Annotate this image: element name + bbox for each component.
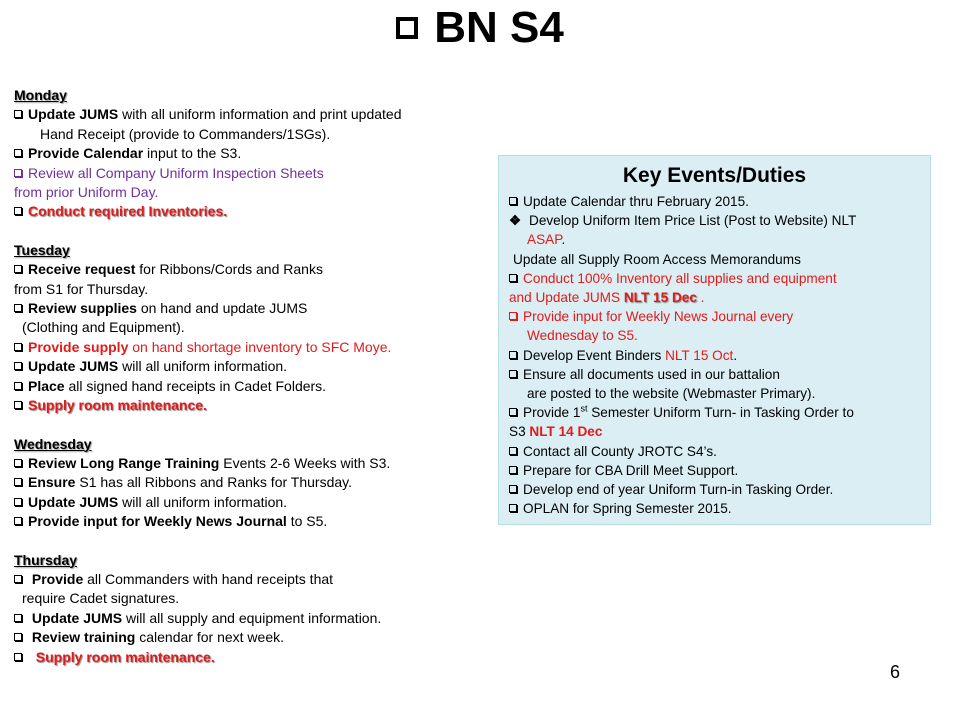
list-item-continuation: Hand Receipt (provide to Commanders/1SGs). [40,125,331,142]
checkbox-bullet-icon [509,504,517,512]
list-item: Review Long Range Training Events 2-6 Weeks with S3. [14,454,494,473]
list-item: Provide all Commanders with hand receipts that [14,570,494,589]
list-item: Provide input for Weekly News Journal to S5. [14,512,494,531]
list-item: Prepare for CBA Drill Meet Support. [509,461,920,480]
checkbox-bullet-icon [509,370,517,378]
checkbox-bullet-icon [14,498,22,506]
list-item-continuation: require Cadet signatures. [22,590,180,607]
list-item: Provide 1st Semester Uniform Turn- in Tasking Order to [509,403,920,422]
checkbox-bullet-icon [14,478,22,486]
key-events-panel [498,155,931,525]
checkbox-bullet-icon [14,265,22,273]
list-item: Review all Company Uniform Inspection Sheets [14,164,494,183]
checkbox-bullet-icon [14,343,22,351]
list-item-continuation: Wednesday to S5. [527,328,638,344]
checkbox-bullet-icon [14,382,22,390]
day-heading-thursday: Thursday [14,551,78,568]
list-item: ❖ Develop Uniform Item Price List (Post to Website) NLT [509,211,920,230]
checkbox-bullet-icon [14,362,22,370]
checkbox-bullet-icon [14,401,22,409]
list-item: Ensure S1 has all Ribbons and Ranks for Thursday. [14,473,494,492]
checkbox-bullet-icon [509,485,517,493]
list-item: Provide input for Weekly News Journal every [509,307,920,326]
list-item: Supply room maintenance. [14,396,494,415]
list-item: Review supplies on hand and update JUMS [14,299,494,318]
page-number: 6 [890,662,901,682]
list-item-continuation: are posted to the website (Webmaster Primary). [527,386,816,402]
list-item-continuation: (Clothing and Equipment). [22,319,185,336]
list-item: Develop Event Binders NLT 15 Oct. [509,346,920,365]
checkbox-bullet-icon [14,207,22,215]
list-item: Supply room maintenance. [14,648,494,667]
list-item: Provide supply on hand shortage inventory to SFC Moye. [14,338,494,357]
checkbox-bullet-icon [14,614,22,622]
checkbox-bullet-icon [14,110,22,118]
list-item-continuation: S3 NLT 14 Dec [509,424,603,440]
day-heading-wednesday: Wednesday [14,435,92,452]
checkbox-bullet-icon [14,633,22,641]
list-item-continuation: from prior Uniform Day. [14,184,159,201]
list-item: Place all signed hand receipts in Cadet Folders. [14,377,494,396]
weekly-schedule [14,86,494,667]
checkbox-bullet-icon [14,653,22,661]
list-item: Review training calendar for next week. [14,628,494,647]
list-item: Receive request for Ribbons/Cords and Ranks [14,260,494,279]
checkbox-bullet-icon [509,447,517,455]
list-item: Conduct required Inventories. [14,202,494,221]
list-item-continuation: from S1 for Thursday. [14,280,149,297]
checkbox-bullet-icon [14,517,22,525]
list-item: Update JUMS will all supply and equipment information. [14,609,494,628]
list-item: Update Calendar thru February 2015. [509,192,920,211]
checkbox-bullet-icon [14,575,22,583]
list-item: Update JUMS with all uniform information and print updated [14,105,494,124]
list-item: Update JUMS will all uniform information. [14,357,494,376]
list-item: Contact all County JROTC S4’s. [509,442,920,461]
day-heading-tuesday: Tuesday [14,241,70,258]
checkbox-bullet-icon [509,351,517,359]
list-item: OPLAN for Spring Semester 2015. [509,499,920,518]
list-item: Update JUMS will all uniform information. [14,493,494,512]
checkbox-bullet-icon [396,17,418,39]
checkbox-bullet-icon [509,466,517,474]
checkbox-bullet-icon [509,274,517,282]
list-item: Ensure all documents used in our battalion [509,365,920,384]
checkbox-bullet-icon [509,408,517,416]
list-item-continuation: and Update JUMS NLT 15 Dec . [509,290,705,306]
checkbox-bullet-icon [14,459,22,467]
list-item: Update all Supply Room Access Memorandums [513,251,801,267]
page-title: BN S4 [0,2,960,54]
list-item-continuation: ASAP. [527,232,566,248]
diamond-bullet-icon: ❖ [509,213,522,229]
list-item: Conduct 100% Inventory all supplies and equipment [509,269,920,288]
checkbox-bullet-icon [509,197,517,205]
checkbox-bullet-icon [509,312,517,320]
checkbox-bullet-icon [14,149,22,157]
list-item: Develop end of year Uniform Turn-in Tasking Order. [509,480,920,499]
day-heading-monday: Monday [14,87,67,103]
panel-title: Key Events/Duties [622,164,807,187]
checkbox-bullet-icon [14,169,22,177]
checkbox-bullet-icon [14,304,22,312]
list-item: Provide Calendar input to the S3. [14,144,494,163]
